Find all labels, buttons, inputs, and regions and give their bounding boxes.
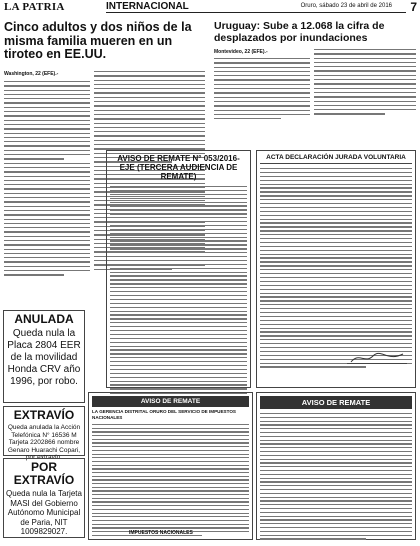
classified-extravio-body: Queda anulada la Acción Telefónica N° 16536 M Tarjeta 2202866 nombre Genaro Huarachi Copari, por extravío. xyxy=(7,424,81,461)
sworn-statement-text xyxy=(260,168,412,368)
auction-notice-2-text xyxy=(260,413,412,540)
auction-notice-1-title: AVISO DE REMATE N° 053/2016-EJE (TERCERA AUDIENCIA DE REMATE) xyxy=(117,154,240,181)
tax-auction-text xyxy=(92,424,249,536)
sworn-statement-notice xyxy=(256,150,416,388)
tax-office-seal: IMPUESTOS NACIONALES xyxy=(129,530,193,536)
second-text-col2 xyxy=(314,49,416,115)
signature-mark xyxy=(347,350,407,366)
classified-anulada-title: ANULADA xyxy=(14,312,74,326)
auction-notice-1-text xyxy=(110,186,247,401)
sworn-statement-title: ACTA DECLARACIÓN JURADA VOLUNTARIA xyxy=(260,154,412,164)
page-number: 7 xyxy=(410,0,417,14)
auction-notice-1 xyxy=(106,150,251,388)
page-header xyxy=(0,0,420,15)
classified-extravio-title: EXTRAVÍO xyxy=(13,408,75,422)
second-story-body-col1 xyxy=(214,49,310,119)
section-name: INTERNACIONAL xyxy=(106,1,189,12)
tax-auction-title: AVISO DE REMATE xyxy=(92,396,249,407)
newspaper-masthead: LA PATRIA xyxy=(4,1,65,13)
classified-por-extravio-title: POR EXTRAVÍO xyxy=(13,460,75,487)
issue-date: Oruro, sábado 23 de abril de 2016 xyxy=(300,3,392,9)
lead-text-col1 xyxy=(4,81,90,276)
classified-extravio xyxy=(3,406,85,461)
second-story-body-col2 xyxy=(314,49,416,115)
second-story xyxy=(214,21,416,44)
tax-auction-notice xyxy=(88,392,253,540)
section-bar xyxy=(106,1,406,13)
lead-story xyxy=(4,21,205,62)
auction-notice-2 xyxy=(256,392,416,540)
classified-por-extravio xyxy=(3,458,85,538)
second-headline: Uruguay: Sube a 12.068 la cifra de desplazados por inundaciones xyxy=(214,20,385,44)
second-dateline: Montevideo, 22 (EFE).- xyxy=(214,49,268,55)
lead-headline: Cinco adultos y dos niños de la misma familia mueren en un tiroteo en EE.UU. xyxy=(4,20,192,61)
auction-notice-2-title: AVISO DE REMATE xyxy=(260,396,412,409)
lead-story-body-col1 xyxy=(4,71,90,276)
classified-anulada xyxy=(3,310,85,403)
classified-por-extravio-body: Queda nula la Tarjeta MASI del Gobierno Autónomo Municipal de Paria, NIT 1009829027. xyxy=(6,489,82,536)
tax-auction-intro: LA GERENCIA DISTRITAL ORURO DEL SERVICIO DE IMPUESTOS NACIONALES xyxy=(92,409,236,420)
lead-dateline: Washington, 22 (EFE).- xyxy=(4,71,59,77)
classified-anulada-body: Queda nula la Placa 2804 EER de la movilidad Honda CRV año 1996, por robo. xyxy=(7,328,81,387)
second-text-col1 xyxy=(214,58,310,119)
signature-line xyxy=(347,363,407,381)
